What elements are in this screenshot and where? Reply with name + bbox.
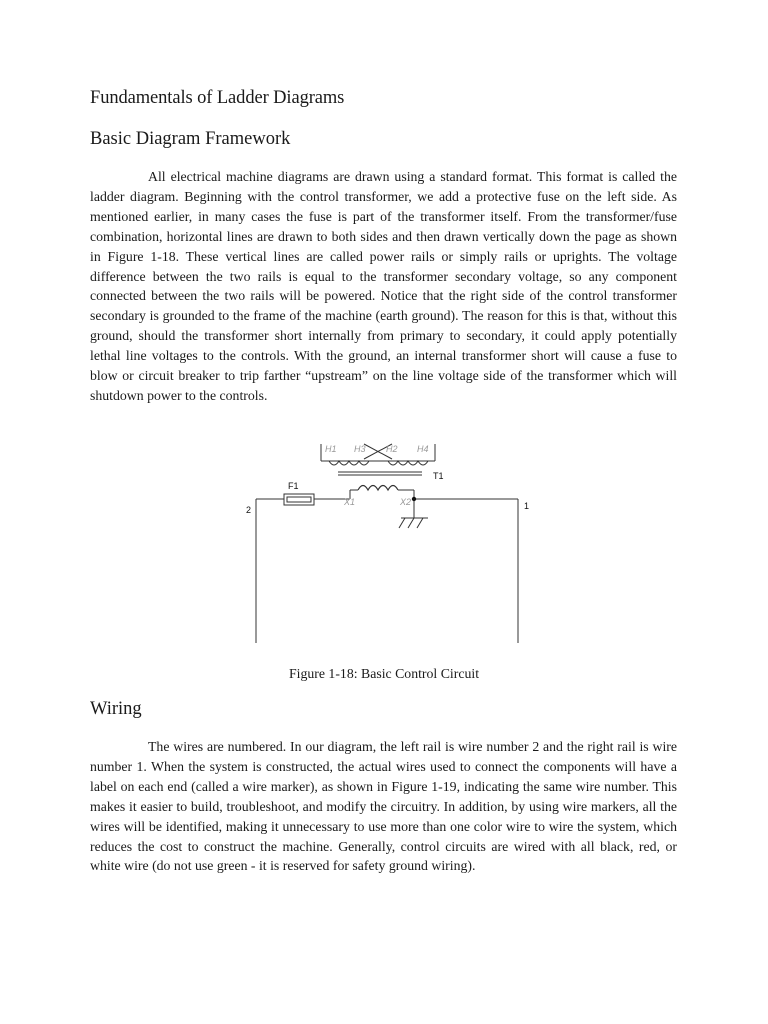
label-x1: X1 <box>344 497 356 507</box>
junction-dot <box>412 497 416 501</box>
fuse-f1 <box>284 494 314 505</box>
section-heading-basic-framework: Basic Diagram Framework <box>90 129 291 149</box>
label-wire-right: 1 <box>524 501 530 511</box>
figure-caption: Figure 1-18: Basic Control Circuit <box>288 666 480 681</box>
paragraph-wiring: The wires are numbered. In our diagram, the left rail is wire number 2 and the right rail is wire number 1. When the system is constructed, the actual wires used to connect the components will have a label on each end (called a wire marker), as shown in Figure 1-19, indicating the same wire number. This makes it easier to build, troubleshoot, and modify the circuitry. In addition, by using wire markers, all the wires will be identified, making it unnecessary to use more than one color wire to wire the system, which reduces the cost to construct the machine. Generally, control circuits are wired with all black, red, or white wire (do not use green - it is reserved for safety ground wiring). <box>90 739 677 874</box>
label-wire-left: 2 <box>246 505 252 515</box>
label-f1: F1 <box>288 481 299 491</box>
paragraph-ladder-intro: All electrical machine diagrams are drawn using a standard format. This format is called the ladder diagram. Beginning with the control transformer, we add a protective fuse on the left side. As mentioned earlier, in many cases the fuse is part of the transformer itself. From the transformer/fuse combination, horizontal lines are drawn to both sides and then drawn vertically down the page as shown in Figure 1-18. These vertical lines are called power rails or simply rails or uprights. The voltage difference between the two rails is equal to the transformer secondary voltage, so any component connected between the two rails will be powered. Notice that the right side of the control transformer secondary is grounded to the frame of the machine (earth ground). The reason for this is that, without this ground, should the transformer short internally from primary to secondary, it could apply potentially lethal line voltages to the controls. With the ground, an internal transformer short will cause a fuse to blow or circuit breaker to trip farther “upstream” on the line voltage side of the transformer which will shutdown power to the controls. <box>90 169 677 403</box>
label-x2: X2 <box>400 497 412 507</box>
control-circuit-diagram <box>240 437 540 649</box>
label-h3: H3 <box>354 444 366 454</box>
figure-basic-control-circuit <box>240 437 540 649</box>
label-h2: H2 <box>386 444 398 454</box>
section-heading-wiring: Wiring <box>90 699 142 719</box>
label-t1: T1 <box>433 471 444 481</box>
transformer-secondary <box>358 486 398 491</box>
document-title: Fundamentals of Ladder Diagrams <box>90 88 345 108</box>
transformer-core <box>338 472 422 475</box>
earth-ground-icon <box>399 518 428 528</box>
label-h1: H1 <box>325 444 337 454</box>
circuit-wires <box>256 490 518 643</box>
label-h4: H4 <box>417 444 429 454</box>
